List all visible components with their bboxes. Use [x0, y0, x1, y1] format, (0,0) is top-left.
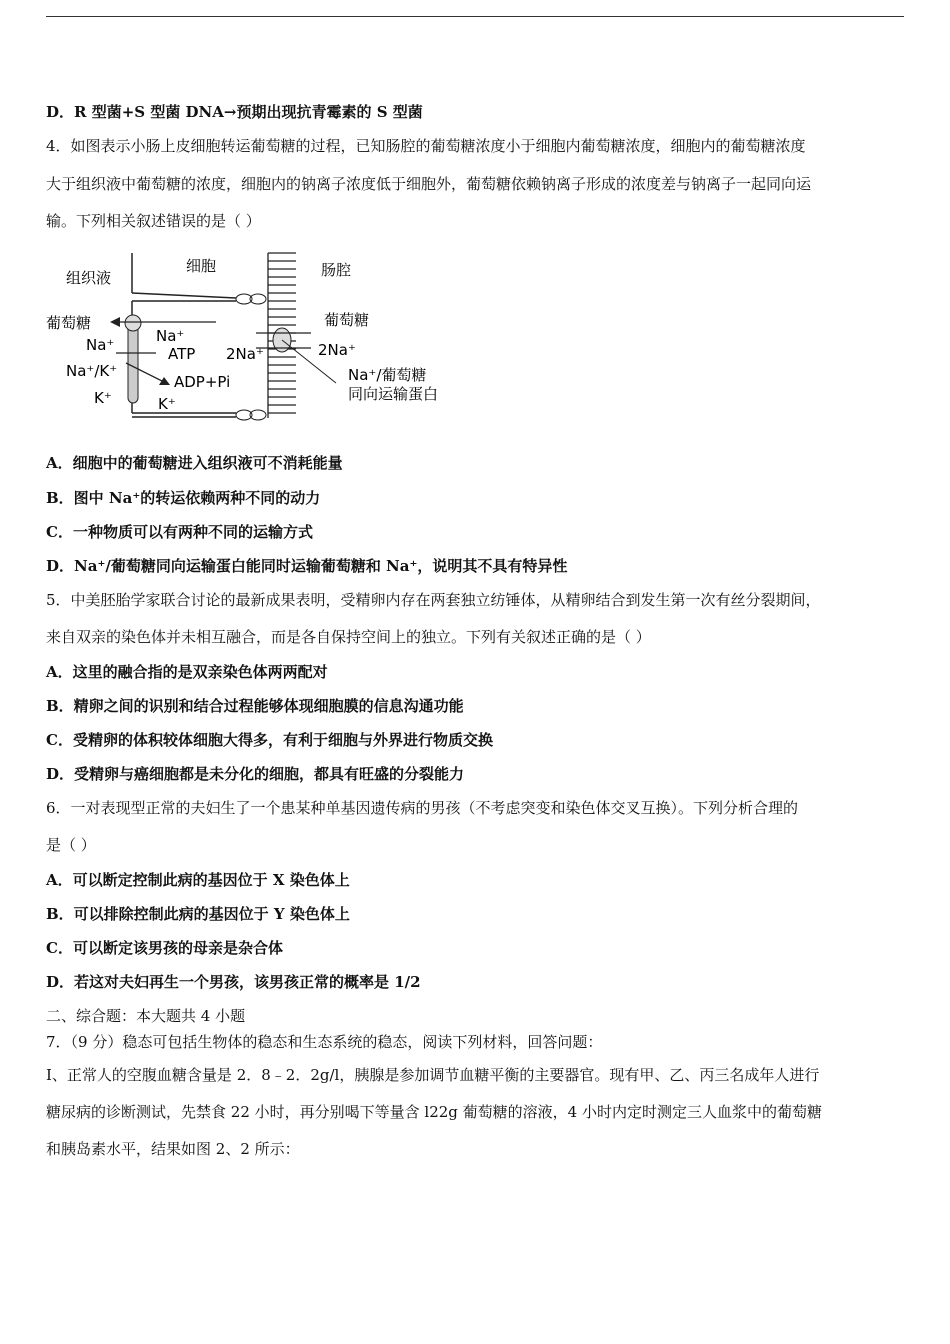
label-2na-left: 2Na⁺: [226, 345, 264, 363]
q7-part1-line3: 和胰岛素水平，结果如图 2、2 所示：: [46, 1140, 300, 1158]
q5-option-c: C．受精卵的体积较体细胞大得多，有利于细胞与外界进行物质交换: [46, 731, 493, 749]
q7-stem: 7．（9 分）稳态可包括生物体的稳态和生态系统的稳态，阅读下列材料，回答问题：: [46, 1033, 603, 1051]
q4-option-b: B．图中 Na⁺的转运依赖两种不同的动力: [46, 489, 321, 507]
label-na-left: Na⁺: [86, 336, 115, 354]
q6-stem-line2: 是（ ）: [46, 836, 96, 854]
label-na-atp: Na⁺: [156, 327, 185, 345]
glucose-transport-figure: [46, 243, 466, 433]
label-2na-right: 2Na⁺: [318, 341, 356, 359]
q3-option-d: D．R 型菌+S 型菌 DNA→预期出现抗青霉素的 S 型菌: [46, 103, 423, 121]
q6-option-a: A．可以断定控制此病的基因位于 X 染色体上: [46, 871, 350, 889]
q4-option-d: D．Na⁺/葡萄糖同向运输蛋白能同时运输葡萄糖和 Na⁺，说明其不具有特异性: [46, 557, 568, 575]
q5-stem-line1: 5．中美胚胎学家联合讨论的最新成果表明，受精卵内存在两套独立纺锤体，从精卵结合到发生第一次有丝分裂期间，: [46, 591, 821, 609]
label-cotransporter-1: Na⁺/葡萄糖: [348, 366, 427, 384]
label-adp-pi: ADP+Pi: [174, 373, 231, 391]
q7-part1-line1: Ⅰ、正常人的空腹血糖含量是 2．8﹣2．2g/l，胰腺是参加调节血糖平衡的主要器官。现有甲、乙、丙三名成年人进行: [46, 1066, 820, 1084]
q5-option-d: D．受精卵与癌细胞都是未分化的细胞，都具有旺盛的分裂能力: [46, 765, 465, 783]
label-k-left: K⁺: [94, 389, 112, 407]
label-cotransporter-2: 同向运输蛋白: [348, 385, 439, 403]
q6-option-b: B．可以排除控制此病的基因位于 Y 染色体上: [46, 905, 350, 923]
q6-option-c: C．可以断定该男孩的母亲是杂合体: [46, 939, 283, 957]
label-na-k: Na⁺/K⁺: [66, 362, 118, 380]
q4-option-c: C．一种物质可以有两种不同的运输方式: [46, 523, 313, 541]
q5-stem-line2: 来自双亲的染色体并未相互融合，而是各自保持空间上的独立。下列有关叙述正确的是（ ）: [46, 628, 651, 646]
label-glucose-right: 葡萄糖: [324, 311, 370, 329]
q4-stem-line3: 输。下列相关叙述错误的是（ ）: [46, 212, 261, 230]
label-atp: ATP: [168, 345, 196, 363]
label-cell: 细胞: [186, 257, 217, 275]
q7-part1-line2: 糖尿病的诊断测试，先禁食 22 小时，再分别喝下等量含 l22g 葡萄糖的溶液，4 小时内定时测定三人血浆中的葡萄糖: [46, 1103, 822, 1121]
label-glucose-left: 葡萄糖: [46, 314, 92, 332]
q6-stem-line1: 6．一对表现型正常的夫妇生了一个患某种单基因遗传病的男孩（不考虑突变和染色体交叉互换）。下列分析合理的: [46, 799, 799, 817]
label-tissue-fluid: 组织液: [66, 269, 112, 287]
label-k-bottom: K⁺: [158, 395, 176, 413]
section-heading: 二、综合题：本大题共 4 小题: [46, 1007, 246, 1025]
q4-stem-line1: 4．如图表示小肠上皮细胞转运葡萄糖的过程，已知肠腔的葡萄糖浓度小于细胞内葡萄糖浓度，细胞内的葡萄糖浓度: [46, 137, 806, 155]
q6-option-d: D．若这对夫妇再生一个男孩，该男孩正常的概率是 1/2: [46, 973, 421, 991]
q4-option-a: A．细胞中的葡萄糖进入组织液可不消耗能量: [46, 454, 343, 472]
label-intestinal-lumen: 肠腔: [321, 261, 352, 279]
q5-option-b: B．精卵之间的识别和结合过程能够体现细胞膜的信息沟通功能: [46, 697, 464, 715]
q4-stem-line2: 大于组织液中葡萄糖的浓度，细胞内的钠离子浓度低于细胞外，葡萄糖依赖钠离子形成的浓度差与钠离子一起同向运: [46, 175, 812, 193]
header-rule: [46, 16, 904, 17]
q5-option-a: A．这里的融合指的是双亲染色体两两配对: [46, 663, 328, 681]
